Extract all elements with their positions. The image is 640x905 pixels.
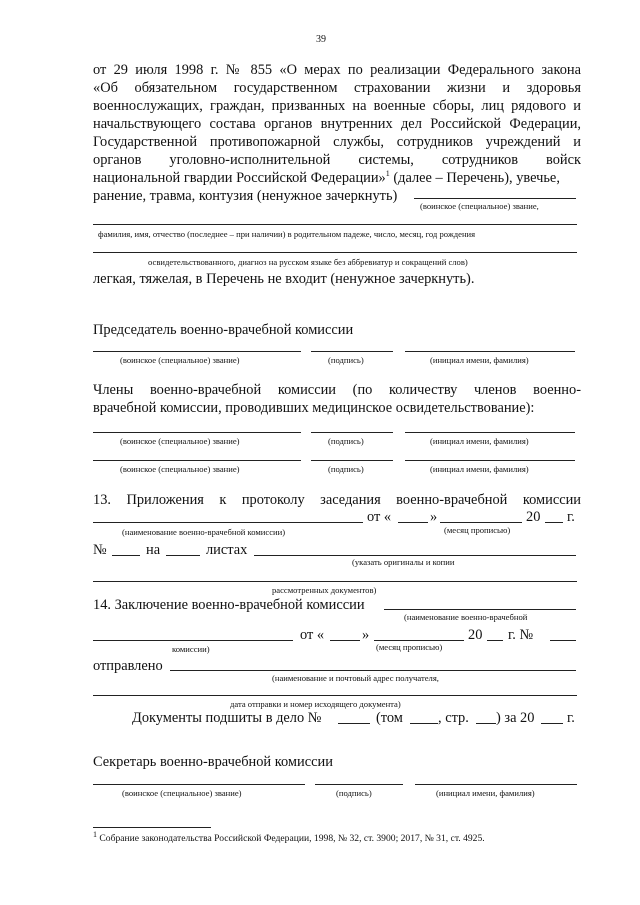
field-hint: (наименование военно-врачебной комиссии) bbox=[122, 527, 286, 537]
blank-line bbox=[93, 252, 577, 253]
blank-line bbox=[93, 784, 305, 785]
blank-line bbox=[311, 460, 393, 461]
footnote-separator bbox=[93, 827, 211, 828]
blank-line bbox=[93, 351, 301, 352]
blank-line bbox=[112, 555, 140, 556]
blank-line bbox=[440, 522, 522, 523]
blank-line bbox=[93, 460, 301, 461]
blank-line bbox=[541, 723, 563, 724]
blank-line bbox=[414, 198, 576, 199]
filed-volume: (том bbox=[376, 710, 403, 726]
blank-line bbox=[405, 432, 575, 433]
blank-line bbox=[405, 351, 575, 352]
field-hint: (подпись) bbox=[328, 355, 364, 365]
chairman-label: Председатель военно-врачебной комиссии bbox=[93, 322, 354, 338]
year-prefix: 20 bbox=[468, 627, 483, 643]
blank-line bbox=[405, 460, 575, 461]
field-hint: (инициал имени, фамилия) bbox=[436, 788, 535, 798]
blank-line bbox=[398, 522, 428, 523]
page-number: 39 bbox=[316, 34, 326, 45]
members-line: врачебной комиссии, проводивших медицинское освидетельствование): bbox=[93, 400, 535, 416]
date-close: » bbox=[430, 509, 438, 525]
intro-line: Государственной противопожарной службы, сотрудников учреждений и bbox=[93, 134, 581, 150]
field-hint: фамилия, имя, отчество (последнее – при наличии) в родительном падеже, число, месяц, год рождения bbox=[98, 229, 476, 239]
field-hint: (воинское (специальное) звание) bbox=[120, 355, 240, 365]
field-hint: (месяц прописью) bbox=[444, 525, 511, 535]
intro-line: национальной гвардии Российской Федерации»$^1$ (далее – Перечень), увечье, bbox=[93, 169, 560, 186]
blank-line bbox=[545, 522, 563, 523]
blank-line bbox=[93, 432, 301, 433]
year-number: г. № bbox=[508, 627, 534, 643]
intro-line: органов уголовно-исполнительной системы, сотрудников войск bbox=[93, 152, 581, 168]
year-suffix: г. bbox=[567, 509, 575, 525]
intro-line: от 29 июля 1998 г. № 855 «О мерах по реализации Федерального закона bbox=[93, 62, 581, 78]
blank-line bbox=[254, 555, 576, 556]
secretary-label: Секретарь военно-врачебной комиссии bbox=[93, 754, 333, 770]
filed-label: Документы подшиты в дело № bbox=[132, 710, 322, 726]
sent-label: отправлено bbox=[93, 658, 163, 674]
blank-line bbox=[93, 695, 577, 696]
blank-line bbox=[384, 609, 576, 610]
filed-year: ) за 20 bbox=[496, 710, 535, 726]
field-hint: (подпись) bbox=[328, 464, 364, 474]
field-hint: рассмотренных документов) bbox=[272, 585, 377, 595]
number-sign: № bbox=[93, 542, 107, 558]
blank-line bbox=[93, 522, 363, 523]
field-hint: (инициал имени, фамилия) bbox=[430, 464, 529, 474]
intro-line: начальствующего состава органов внутренних дел Российской Федерации, bbox=[93, 116, 581, 132]
blank-line bbox=[311, 432, 393, 433]
intro-line: военнослужащих, граждан, призванных на военные сборы, лиц рядового и bbox=[93, 98, 581, 114]
item13-title: 13. Приложения к протоколу заседания военно-врачебной комиссии bbox=[93, 492, 581, 508]
blank-line bbox=[311, 351, 393, 352]
field-hint: (воинское (специальное) звание) bbox=[120, 464, 240, 474]
date-open: от « bbox=[300, 627, 325, 643]
filed-page: , стр. bbox=[438, 710, 469, 726]
filed-year-suffix: г. bbox=[567, 710, 575, 726]
field-hint: (инициал имени, фамилия) bbox=[430, 436, 529, 446]
field-hint: (наименование и почтовый адрес получателя, bbox=[272, 673, 439, 683]
intro-line: «Об обязательном государственном страховании жизни и здоровья bbox=[93, 80, 581, 96]
blank-line bbox=[410, 723, 438, 724]
blank-line bbox=[93, 224, 577, 225]
blank-line bbox=[476, 723, 496, 724]
footnote-mark: 1 bbox=[93, 829, 97, 839]
field-hint: (подпись) bbox=[336, 788, 372, 798]
field-hint: (инициал имени, фамилия) bbox=[430, 355, 529, 365]
field-hint: (наименование военно-врачебной bbox=[404, 612, 528, 622]
date-open: от « bbox=[367, 509, 392, 525]
field-hint: дата отправки и номер исходящего документа) bbox=[230, 699, 401, 709]
severity-line: легкая, тяжелая, в Перечень не входит (ненужное зачеркнуть). bbox=[93, 271, 475, 287]
blank-line bbox=[415, 784, 577, 785]
blank-line bbox=[487, 640, 503, 641]
field-hint: комиссии) bbox=[172, 644, 210, 654]
date-close: » bbox=[362, 627, 370, 643]
field-hint: (указать оригиналы и копии bbox=[352, 557, 455, 567]
sheets-word: листах bbox=[206, 542, 248, 558]
item14-title: 14. Заключение военно-врачебной комиссии bbox=[93, 597, 365, 613]
blank-line bbox=[170, 670, 576, 671]
year-prefix: 20 bbox=[526, 509, 541, 525]
field-hint: (воинское (специальное) звание) bbox=[120, 436, 240, 446]
field-hint: (подпись) bbox=[328, 436, 364, 446]
intro-line: ранение, травма, контузия (ненужное зачеркнуть) bbox=[93, 188, 398, 204]
blank-line bbox=[550, 640, 576, 641]
blank-line bbox=[330, 640, 360, 641]
field-hint: освидетельствованного, диагноз на русском языке без аббревиатур и сокращений слов) bbox=[148, 257, 468, 267]
blank-line bbox=[166, 555, 200, 556]
members-line: Члены военно-врачебной комиссии (по количеству членов военно- bbox=[93, 382, 581, 398]
footnote-mark: 1 bbox=[385, 169, 390, 179]
field-hint: (воинское (специальное) звание) bbox=[122, 788, 242, 798]
blank-line bbox=[374, 640, 464, 641]
blank-line bbox=[315, 784, 403, 785]
blank-line bbox=[338, 723, 370, 724]
on-word: на bbox=[146, 542, 161, 558]
field-hint: (месяц прописью) bbox=[376, 642, 443, 652]
footnote: $^1$ Собрание законодательства Российской Федерации, 1998, № 32, ст. 3900; 2017, № 31, ст. 4925. bbox=[93, 829, 485, 844]
field-hint: (воинское (специальное) звание, bbox=[420, 201, 539, 211]
blank-line bbox=[93, 581, 577, 582]
blank-line bbox=[93, 640, 293, 641]
